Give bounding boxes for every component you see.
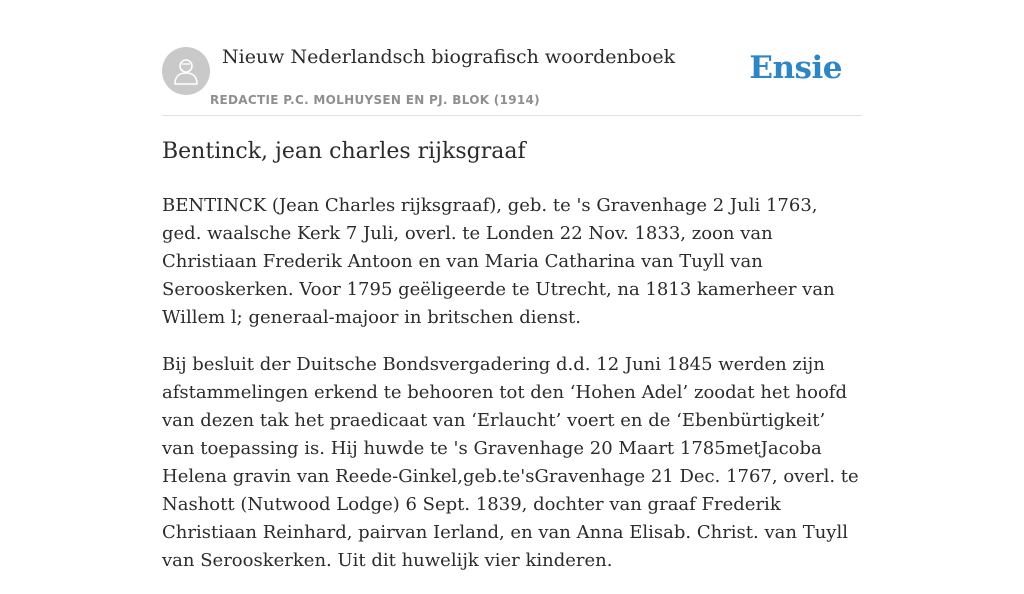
- ensie-logo[interactable]: Ensie: [749, 50, 842, 86]
- entry-title: Bentinck, jean charles rijksgraaf: [162, 139, 526, 164]
- entry-paragraph: Bij besluit der Duitsche Bondsvergadering d.d. 12 Juni 1845 werden zijn afstammelingen erkend te behooren tot den ‘Hohen Adel’ zoodat het hoofd van dezen tak het praedicaat van ‘Erlaucht’ voert en de ‘Ebenbürtigkeit’ van toepassing is. Hij huwde te 's Gravenhage 20 Maart 1785metJacoba Helena gravin van Reede-Ginkel,geb.te'sGravenhage 21 Dec. 1767, overl. te Nashott (Nutwood Lodge) 6 Sept. 1839, dochter van graaf Frederik Christiaan Reinhard, pairvan Ierland, en van Anna Elisab. Christ. van Tuyll van Serooskerken. Uit dit huwelijk vier kinderen.: [162, 354, 859, 571]
- book-editor: REDACTIE P.C. MOLHUYSEN EN PJ. BLOK (1914): [210, 93, 540, 107]
- book-header: [162, 0, 862, 116]
- entry-body: [162, 192, 862, 594]
- entry-paragraph: BENTINCK (Jean Charles rijksgraaf), geb. te 's Gravenhage 2 Juli 1763, ged. waalsche Kerk 7 Juli, overl. te Londen 22 Nov. 1833, zoon van Christiaan Frederik Antoon en van Maria Catharina van Tuyll van Serooskerken. Voor 1795 geëligeerde te Utrecht, na 1813 kamerheer van Willem l; generaal-majoor in britschen dienst.: [162, 195, 835, 328]
- person-outline-icon: [173, 57, 199, 85]
- book-title[interactable]: Nieuw Nederlandsch biografisch woordenboek: [222, 46, 676, 68]
- user-avatar-icon[interactable]: [162, 47, 210, 95]
- page-container: [162, 0, 862, 571]
